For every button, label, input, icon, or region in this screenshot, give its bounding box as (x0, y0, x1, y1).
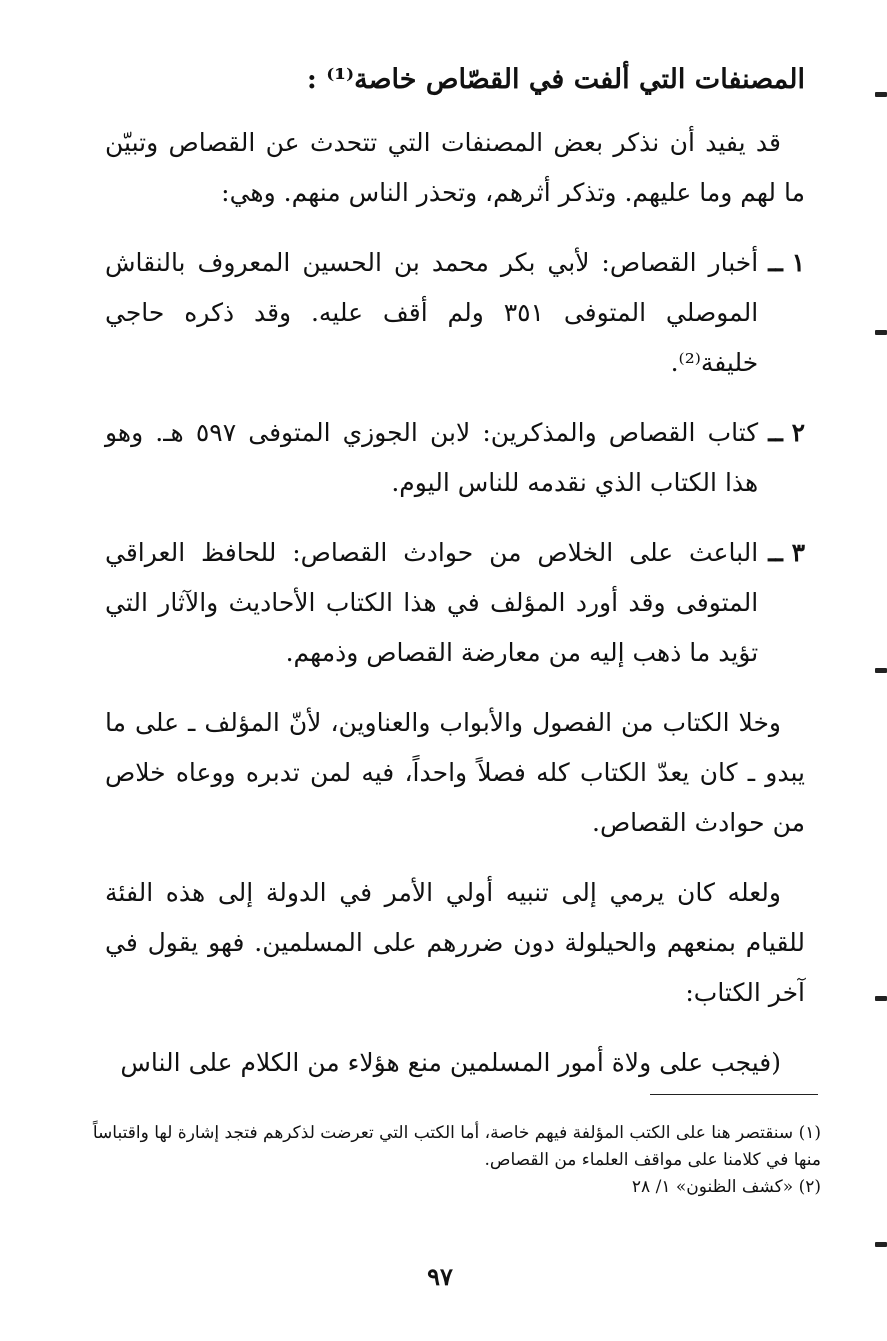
intro-paragraph: قد يفيد أن نذكر بعض المصنفات التي تتحدث عن القصاص وتبيّن ما لهم وما عليهم. وتذكر أثرهم، وتحذر الناس منهم. وهي: (105, 128, 805, 207)
body-paragraph: وخلا الكتاب من الفصول والأبواب والعناوين، لأنّ المؤلف ـ على ما يبدو ـ كان يعدّ الكتاب كله فصلاً واحداً، فيه لمن تدبره ووعاه خلاص من حوادث القصاص. (105, 708, 805, 837)
quote-paragraph: (فيجب على ولاة أمور المسلمين منع هؤلاء من الكلام على الناس (120, 1048, 781, 1077)
list-item (105, 528, 805, 678)
scan-edge-mark (875, 1242, 887, 1247)
list-item (105, 408, 805, 508)
footnote: (٢) «كشف الظنون» ١/ ٢٨ (631, 1177, 821, 1197)
footnote: (١) سنقتصر هنا على الكتب المؤلفة فيهم خاصة، أما الكتب التي تعرضت لذكرهم فتجد إشارة لها واقتباساً منها في كلامنا على مواقف العلماء من القصاص. (92, 1123, 821, 1170)
item-number: ٣ ــ (768, 538, 805, 567)
body-paragraph: ولعله كان يرمي إلى تنبيه أولي الأمر في الدولة إلى هذه الفئة للقيام بمنعهم والحيلولة دون ضررهم على المسلمين. فهو يقول في آخر الكتاب: (105, 878, 805, 1007)
scan-edge-mark (875, 668, 887, 673)
item-number: ٢ ــ (768, 418, 805, 447)
footnote-divider (650, 1094, 818, 1095)
list-item (105, 238, 805, 388)
item-number: ١ ــ (768, 248, 805, 277)
item-text: كتاب القصاص والمذكرين: لابن الجوزي المتوفى ٥٩٧ هـ. وهو هذا الكتاب الذي نقدمه للناس اليوم. (105, 418, 759, 497)
scan-edge-mark (875, 996, 887, 1001)
main-text (105, 118, 805, 1108)
page-number: ٩٧ (427, 1262, 453, 1291)
footnotes (61, 1120, 821, 1201)
scan-edge-mark (875, 92, 887, 97)
section-heading: المصنفات التي ألفت في القصّاص خاصة⁽¹⁾ : (306, 64, 805, 95)
item-text: أخبار القصاص: لأبي بكر محمد بن الحسين المعروف بالنقاش الموصلي المتوفى ٣٥١ ولم أقف عليه. وقد ذكره حاجي خليفة⁽²⁾. (105, 248, 759, 377)
scan-edge-mark (875, 330, 887, 335)
item-text: الباعث على الخلاص من حوادث القصاص: للحافظ العراقي المتوفى وقد أورد المؤلف في هذا الكتاب الأحاديث والآثار التي تؤيد ما ذهب إليه من معارضة القصاص وذمهم. (105, 538, 759, 667)
